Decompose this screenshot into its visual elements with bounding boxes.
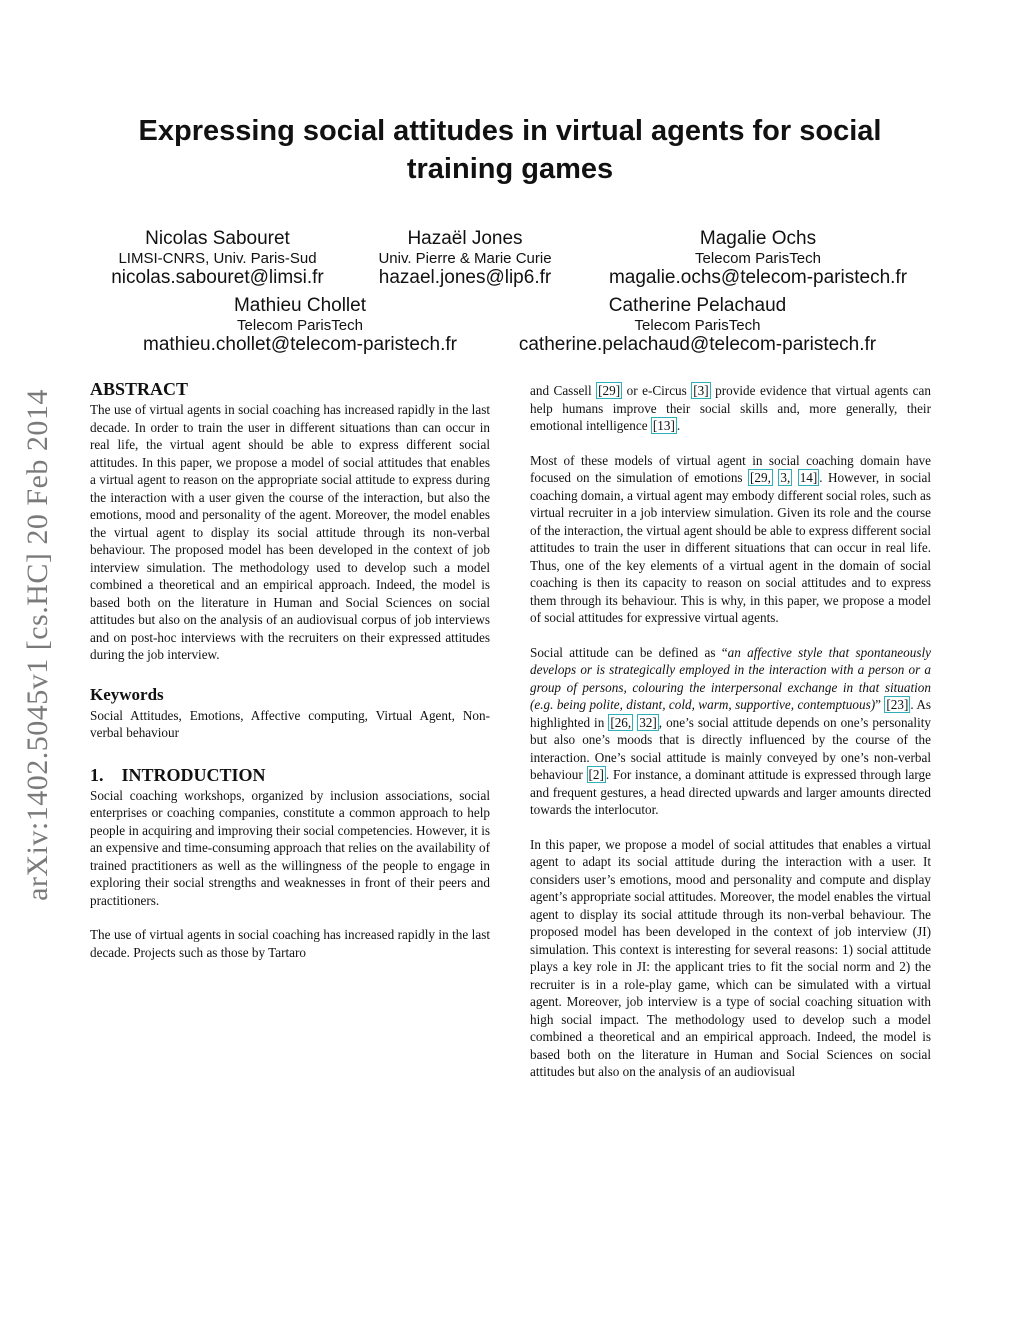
author-block-3 [588, 228, 928, 289]
text-run: ” [875, 697, 885, 712]
definition-quote: an affective style that spontaneously develops or is strategically employed in the interaction with a person or a group of persons, colouring the interpersonal exchange in that situation (e.g. being polite, distant, cold, warm, supportive, contemptuous) [530, 644, 931, 712]
citation-link[interactable]: [29, [750, 470, 771, 485]
text-run: Most of these models of virtual agent in social coaching domain have focused on the simulation of emotions [530, 452, 931, 485]
citation-link[interactable]: [29] [598, 383, 621, 398]
text-run: . As highlighted in [530, 697, 931, 730]
text-run: . For instance, a dominant attitude is expressed through large and frequent gestures, a head directed upwards and larger amounts directed towards the interlocutor. [530, 767, 931, 817]
keywords-heading: Keywords [90, 684, 164, 704]
author-email: magalie.ochs@telecom-paristech.fr [608, 267, 908, 289]
citation-link[interactable]: [3] [693, 383, 709, 398]
paper-title: Expressing social attitudes in virtual agents for social training games [138, 115, 882, 185]
author-email: mathieu.chollet@telecom-paristech.fr [143, 334, 457, 356]
citation-link[interactable]: [2] [588, 767, 604, 782]
author-affiliation: LIMSI-CNRS, Univ. Paris-Sud [118, 249, 317, 267]
abstract-text: The use of virtual agents in social coaching has increased rapidly in the last decade. In order to train the user in different situations than can occur in real life, the virtual agent should be able to express different social attitudes. In this paper, we propose a model of social attitudes that enables a virtual agent to reason on the appropriate social attitude to express during the interaction with a user given the course of the interaction, but also the emotions, mood and personality of the agent. Moreover, the model enables the virtual agent to display its social attitude through its non-verbal behaviour. The proposed model has been developed in the context of job interview simulation. The methodology used to develop such a model combined a theoretical and an empirical approach. Indeed, the model is based both on the literature in Human and Social Sciences on social attitudes but also on the analysis of an audiovisual corpus of job interviews and on post-hoc interviews with the recruiters on their expressed attitudes during the job interview. [90, 402, 490, 662]
arxiv-identifier [18, 360, 58, 930]
author-name: Magalie Ochs [699, 228, 817, 249]
citation-link[interactable]: 14] [799, 470, 818, 485]
author-block-1 [100, 228, 335, 289]
author-email: catherine.pelachaud@telecom-paristech.fr [518, 334, 877, 356]
author-block-2 [355, 228, 575, 289]
citation-link[interactable]: 3, [780, 470, 791, 485]
author-affiliation: Univ. Pierre & Marie Curie [378, 249, 552, 267]
author-affiliation: Telecom ParisTech [634, 316, 761, 334]
author-name: Nicolas Sabouret [145, 228, 290, 249]
text-run: . [676, 418, 681, 433]
citation-link[interactable]: [26, [610, 714, 632, 730]
keywords-text: Social Attitudes, Emotions, Affective computing, Virtual Agent, Non-verbal behaviour [90, 707, 490, 740]
right-paragraph-2 [530, 452, 931, 627]
text-run: , one’s social attitude depends on one’s personality but also one’s moods that is directly influenced by the course of the interaction. One’s social attitude is mainly conveyed by one’s non-verbal behaviour [530, 714, 931, 782]
text-run: Social attitude can be defined as “ [530, 644, 728, 660]
author-affiliation: Telecom ParisTech [237, 316, 363, 334]
author-name: Mathieu Chollet [233, 295, 367, 316]
text-run: and Cassell [530, 383, 597, 398]
introduction-paragraph-1: Social coaching workshops, organized by inclusion associations, social enterprises or coaching companies, constitute a common approach to help people in acquiring and improving their social competencies. However, it is an expensive and time-consuming approach that relies on the availability of trained practitioners as well as the willingness of the people to engage in exploring their social strengths and weaknesses in front of their peers and practitioners. [90, 787, 490, 908]
left-column [90, 378, 490, 961]
introduction-paragraph-2: The use of virtual agents in social coaching has increased rapidly in the last decade. Projects such as those by Tartaro [90, 927, 490, 960]
author-block-5 [500, 295, 895, 356]
arxiv-identifier-text: arXiv:1402.5045v1 [cs.HC] 20 Feb 2014 [21, 389, 54, 901]
right-column [530, 382, 931, 1081]
author-affiliation: Telecom ParisTech [695, 249, 821, 267]
citation-link[interactable]: [13] [652, 418, 675, 433]
abstract-heading: ABSTRACT [90, 379, 189, 399]
right-paragraph-4: In this paper, we propose a model of social attitudes that enables a virtual agent to adapt its social attitude during the interaction with a user. It considers user’s emotions, mood and personality and compute and display agent’s appropriate social attitudes. Moreover, the model enables the virtual agent to display its social attitude through its non-verbal behaviour. The proposed model has been developed in the context of job interview (JI) simulation. This context is interesting for several reasons: 1) social attitude plays a key role in JI: the applicant tries to fit the social norm and 2) the recruiter is in a role-play game, which can be simulated with a virtual agent. Moreover, job interview is a type of social coaching situation with high social impact. The methodology used to develop such a model combined a theoretical and an empirical approach. Indeed, the model is based both on the literature in Human and Social Sciences on social attitudes but also on the analysis of an audiovisual [530, 836, 931, 1079]
author-name: Catherine Pelachaud [608, 295, 787, 316]
author-block-4 [120, 295, 480, 356]
citation-link[interactable]: 32] [639, 714, 657, 730]
citation-link[interactable]: [23] [886, 697, 909, 712]
text-run: . However, in social coaching domain, a virtual agent may embody different social roles, such as virtual recruiter in a job interview simulation. Given its role and the course of the interaction, the virtual agent should be able to express different social attitudes to train the user in different situations that can occur in real life. Thus, one of the key elements of a virtual agent in the domain of social coaching is then its capacity to reason on social attitudes and to express them through its behaviour. This is why, in this paper, we propose a model of social attitudes for expressive virtual agents. [530, 470, 932, 625]
right-paragraph-3 [530, 644, 931, 819]
author-email: hazael.jones@lip6.fr [378, 267, 552, 289]
text-run: provide evidence that virtual agents can help humans improve their social skills and, more generally, their emotional intelligence [530, 383, 931, 433]
introduction-heading: 1. INTRODUCTION [90, 764, 266, 785]
author-name: Hazaël Jones [407, 228, 523, 249]
author-email: nicolas.sabouret@limsi.fr [111, 267, 324, 289]
right-paragraph-1 [530, 382, 931, 435]
text-run: or e-Circus [622, 383, 692, 398]
